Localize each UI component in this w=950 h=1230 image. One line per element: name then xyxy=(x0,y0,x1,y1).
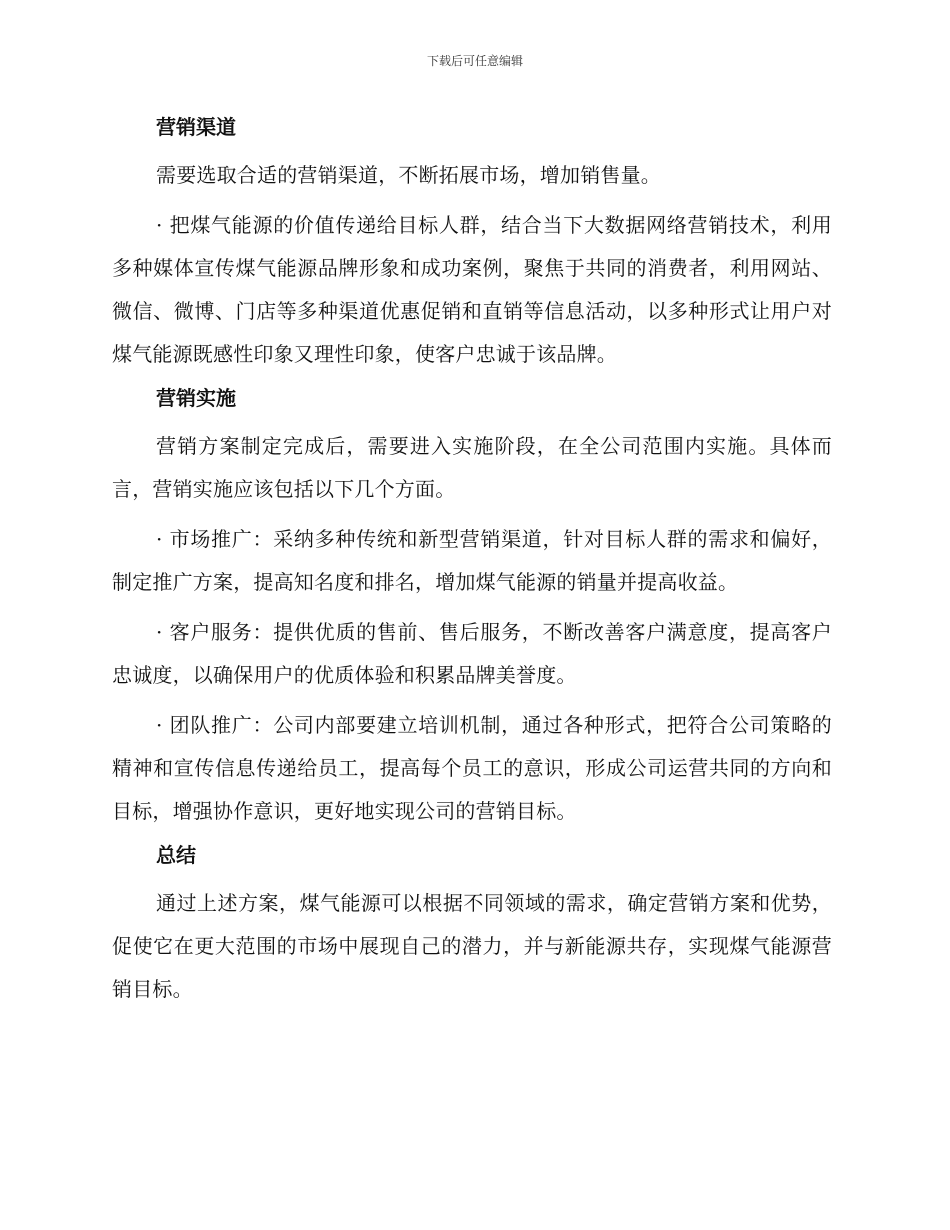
section-heading: 营销实施 xyxy=(156,386,236,410)
bullet-paragraph: · 把煤气能源的价值传递给目标人群，结合当下大数据网络营销技术，利用多种媒体宣传煤气能源品牌形象和成功案例，聚焦于共同的消费者，利用网站、微信、微博、门店等多种渠道优惠促销和直销等信息活动，以多种形式让用户对煤气能源既感性印象又理性印象，使客户忠诚于该品牌。 xyxy=(112,213,832,366)
section-heading: 营销渠道 xyxy=(156,115,236,139)
section-marketing-channels xyxy=(112,112,832,376)
paragraph: 通过上述方案，煤气能源可以根据不同领域的需求，确定营销方案和优势，促使它在更大范围的市场中展现自己的潜力，并与新能源共存，实现煤气能源营销目标。 xyxy=(112,891,832,1001)
paragraph: 营销方案制定完成后，需要进入实施阶段，在全公司范围内实施。具体而言，营销实施应该包括以下几个方面。 xyxy=(112,434,832,501)
bullet-paragraph: · 团队推广：公司内部要建立培训机制，通过各种形式，把符合公司策略的精神和宣传信息传递给员工，提高每个员工的意识，形成公司运营共同的方向和目标，增强协作意识，更好地实现公司的营销目标。 xyxy=(112,713,832,823)
section-marketing-implementation xyxy=(112,383,832,833)
bullet-paragraph: · 市场推广：采纳多种传统和新型营销渠道，针对目标人群的需求和偏好，制定推广方案，提高知名度和排名，增加煤气能源的销量并提高收益。 xyxy=(112,527,832,594)
section-summary xyxy=(112,840,832,1011)
page-header-note: 下载后可任意编辑 xyxy=(426,54,523,68)
paragraph: 需要选取合适的营销渠道，不断拓展市场，增加销售量。 xyxy=(156,163,661,187)
document-body xyxy=(112,112,832,1018)
section-heading: 总结 xyxy=(156,843,196,867)
bullet-paragraph: · 客户服务：提供优质的售前、售后服务，不断改善客户满意度，提高客户忠诚度，以确保用户的优质体验和积累品牌美誉度。 xyxy=(112,620,832,687)
